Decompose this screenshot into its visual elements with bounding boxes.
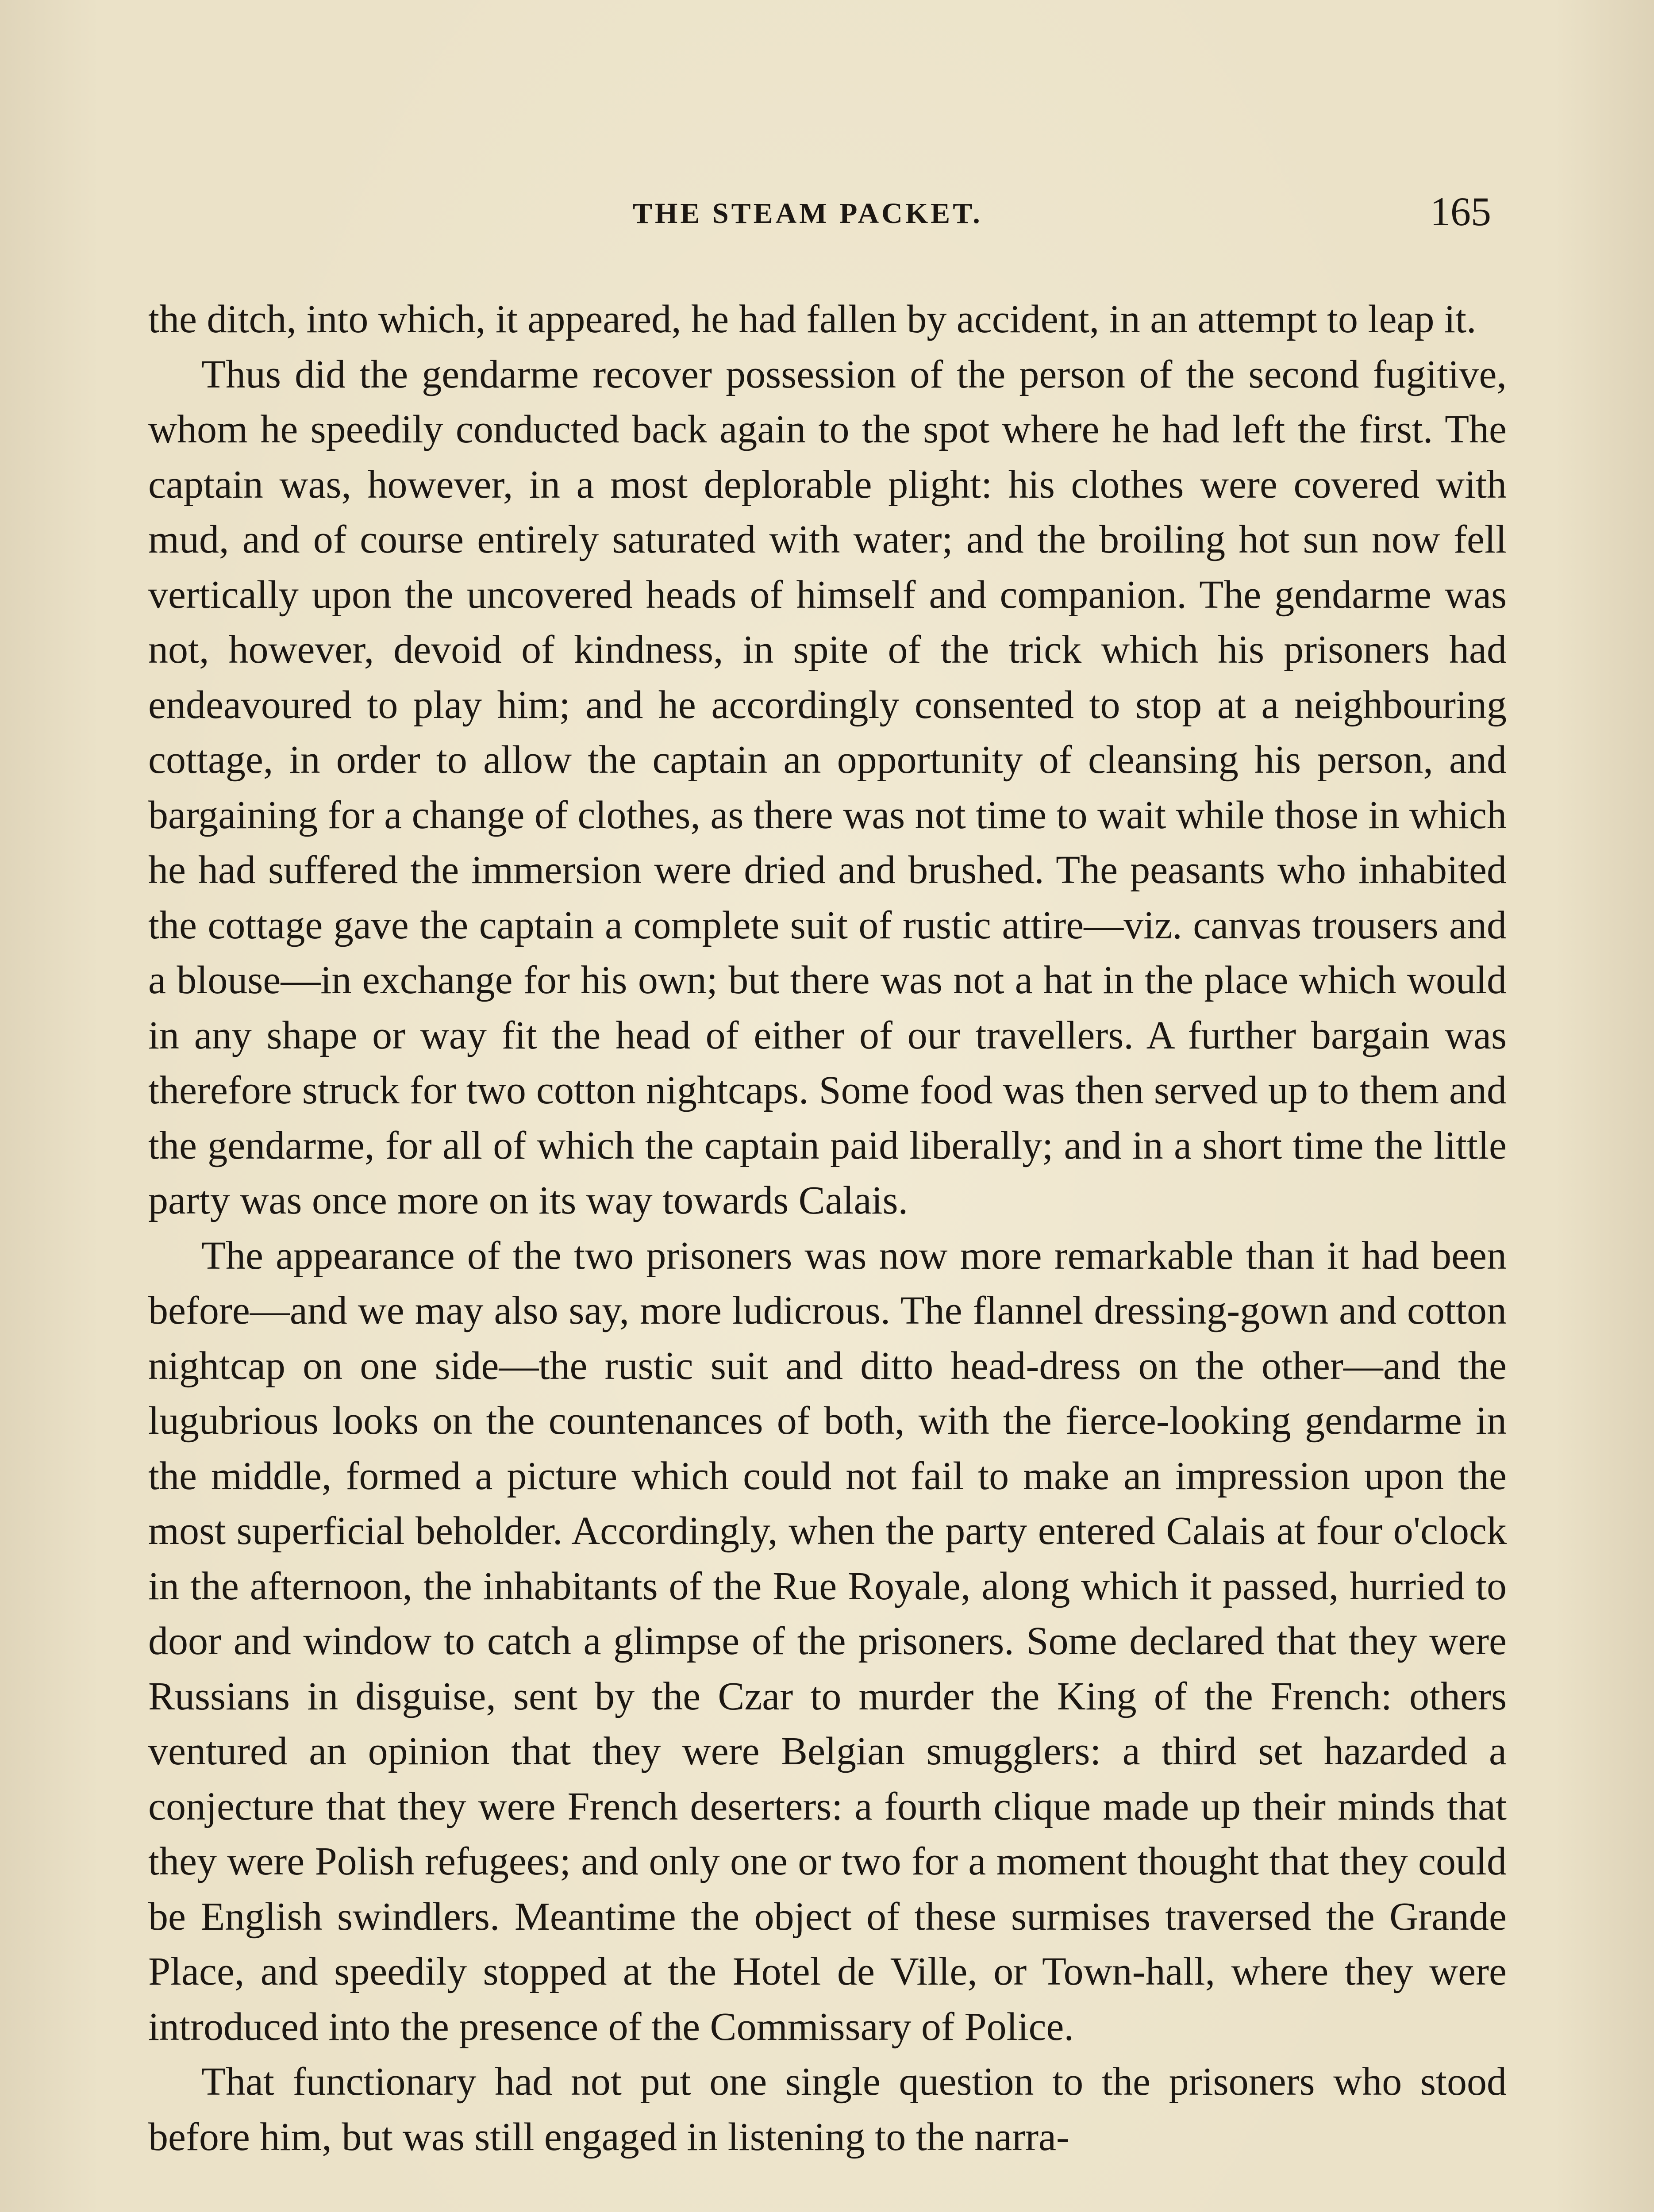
paragraph: The appearance of the two prisoners was now more remarkable than it had been before—and we may also say, more ludicrous. The flannel dressing-gown and cotton nightcap on one side—the rustic suit and ditto head-dress on the other—and the lugubrious looks on the countenances of both, with the fierce-looking gendarme in the middle, formed a picture which could not fail to make an impression upon the most superficial beholder. Accordingly, when the party entered Calais at four o'clock in the afternoon, the inhabitants of the Rue Royale, along which it passed, hurried to door and window to catch a glimpse of the prisoners. Some declared that they were Russians in disguise, sent by the Czar to murder the King of the French: others ventured an opinion that they were Belgian smugglers: a third set hazarded a conjecture that they were French deserters: a fourth clique made up their minds that they were Polish refugees; and only one or two for a moment thought that they could be English swindlers. Meantime the object of these surmises traversed the Grande Place, and speedily stopped at the Hotel de Ville, or Town-hall, where they were introduced into the presence of the Commissary of Police. [148,1233,1507,2049]
page-number: 165 [1430,189,1491,234]
paragraph: That functionary had not put one single question to the prisoners who stood before him, but was still engaged in listening to the narra- [148,2060,1507,2159]
running-head: THE STEAM PACKET. [633,197,983,230]
body-text [148,292,1507,2165]
paragraph-continued: the ditch, into which, it appeared, he had fallen by accident, in an attempt to leap it. [148,297,1477,341]
paragraph: Thus did the gendarme recover possession of the person of the second fugitive, whom he speedily conducted back again to the spot where he had left the first. The captain was, however, in a most deplorable plight: his clothes were covered with mud, and of course entirely saturated with water; and the broiling hot sun now fell vertically upon the uncovered heads of himself and companion. The gendarme was not, however, devoid of kindness, in spite of the trick which his prisoners had endeavoured to play him; and he accordingly consented to stop at a neighbouring cottage, in order to allow the captain an opportunity of cleansing his person, and bargaining for a change of clothes, as there was not time to wait while those in which he had suffered the immersion were dried and brushed. The peasants who inhabited the cottage gave the captain a complete suit of rustic attire—viz. canvas trousers and a blouse—in exchange for his own; but there was not a hat in the place which would in any shape or way fit the head of either of our travellers. A further bargain was therefore struck for two cotton nightcaps. Some food was then served up to them and the gendarme, for all of which the captain paid liberally; and in a short time the little party was once more on its way towards Calais. [148,352,1507,1222]
